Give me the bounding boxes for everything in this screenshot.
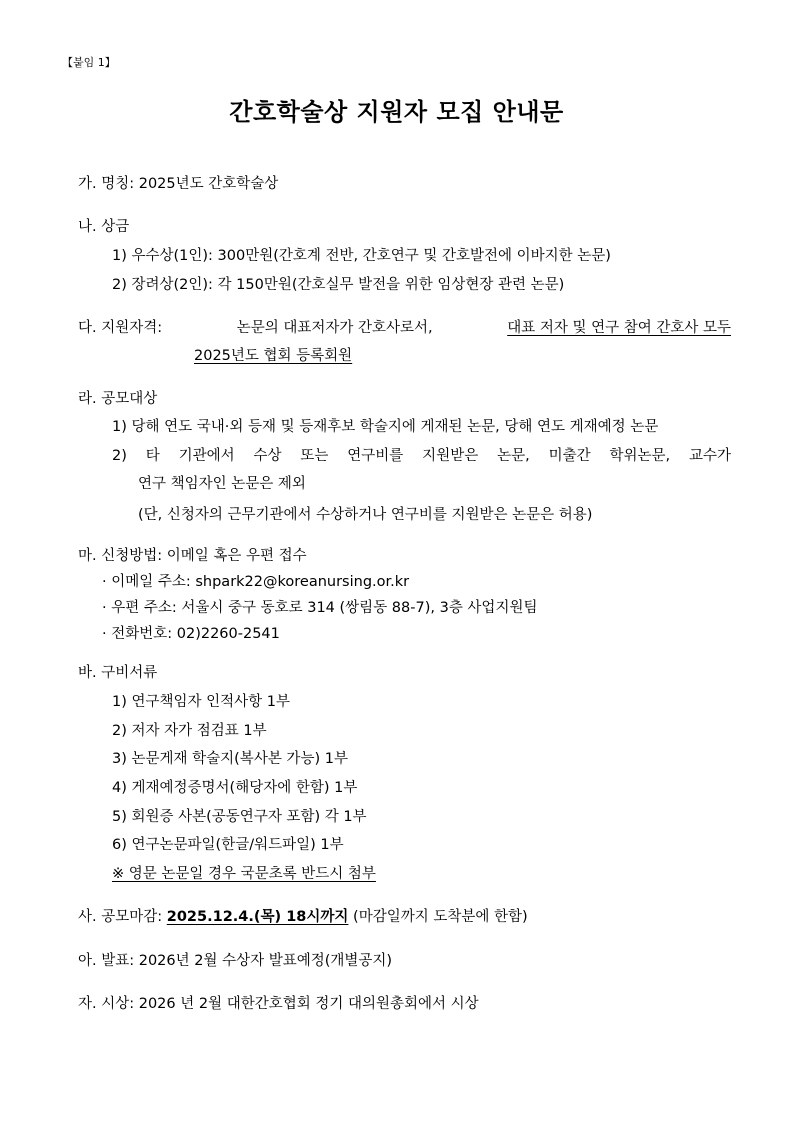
deadline-label: 사. 공모마감: <box>78 909 163 925</box>
target-item-2-line-2: 연구 책임자인 논문은 제외 <box>138 476 306 492</box>
document-item-3: 3) 논문게재 학술지(복사본 가능) 1부 <box>112 751 348 767</box>
document-item-1: 1) 연구책임자 인적사항 1부 <box>112 694 291 710</box>
section-eligibility <box>78 318 731 338</box>
target-item-1: 1) 당해 연도 국내·외 등재 및 등재후보 학술지에 게재된 논문, 당해 연도 게재예정 논문 <box>112 419 659 435</box>
section-apply-heading: 마. 신청방법: 이메일 혹은 우편 접수 <box>78 548 307 564</box>
document-item-5: 5) 회원증 사본(공동연구자 포함) 각 1부 <box>112 809 367 825</box>
section-announcement: 아. 발표: 2026년 2월 수상자 발표예정(개별공지) <box>78 953 393 969</box>
apply-email: · 이메일 주소: shpark22@koreanursing.or.kr <box>102 574 410 590</box>
document-item-4: 4) 게재예정증명서(해당자에 한함) 1부 <box>112 780 358 796</box>
section-prize-heading: 나. 상금 <box>78 219 130 235</box>
attachment-label: 【붙임 1】 <box>62 56 116 69</box>
document-item-6: 6) 연구논문파일(한글/워드파일) 1부 <box>112 837 344 853</box>
deadline-note: (마감일까지 도착분에 한함) <box>353 909 528 925</box>
document-item-2: 2) 저자 자가 점검표 1부 <box>112 723 267 739</box>
section-deadline <box>78 907 528 927</box>
section-documents-heading: 바. 구비서류 <box>78 665 158 681</box>
prize-item-2: 2) 장려상(2인): 각 150만원(간호실무 발전을 위한 임상현장 관련 논문) <box>112 277 565 293</box>
apply-phone: · 전화번호: 02)2260-2541 <box>102 626 280 642</box>
apply-post: · 우편 주소: 서울시 중구 동호로 314 (쌍림동 88-7), 3층 사업지원팀 <box>102 600 538 616</box>
section-award-ceremony: 자. 시상: 2026 년 2월 대한간호협회 정기 대의원총회에서 시상 <box>78 996 479 1012</box>
prize-item-1: 1) 우수상(1인): 300만원(간호계 전반, 간호연구 및 간호발전에 이바지한 논문) <box>112 248 611 264</box>
eligibility-underlined-2: 2025년도 협회 등록회원 <box>194 348 353 364</box>
page-title: 간호학술상 지원자 모집 안내문 <box>229 98 564 126</box>
eligibility-underlined-1: 대표 저자 및 연구 참여 간호사 모두 <box>507 320 731 336</box>
target-item-2-line-1: 2) 타 기관에서 수상 또는 연구비를 지원받은 논문, 미출간 학위논문, 교수가 <box>112 448 731 464</box>
eligibility-label: 다. 지원자격: <box>78 320 163 336</box>
target-item-2-note: (단, 신청자의 근무기관에서 수상하거나 연구비를 지원받은 논문은 허용) <box>138 507 593 523</box>
section-target-heading: 라. 공모대상 <box>78 391 158 407</box>
deadline-date: 2025.12.4.(목) 18시까지 <box>166 909 349 925</box>
eligibility-text: 논문의 대표저자가 간호사로서, <box>236 320 433 336</box>
document-note: ※ 영문 논문일 경우 국문초록 반드시 첨부 <box>112 866 376 882</box>
section-name: 가. 명칭: 2025년도 간호학술상 <box>78 176 279 192</box>
